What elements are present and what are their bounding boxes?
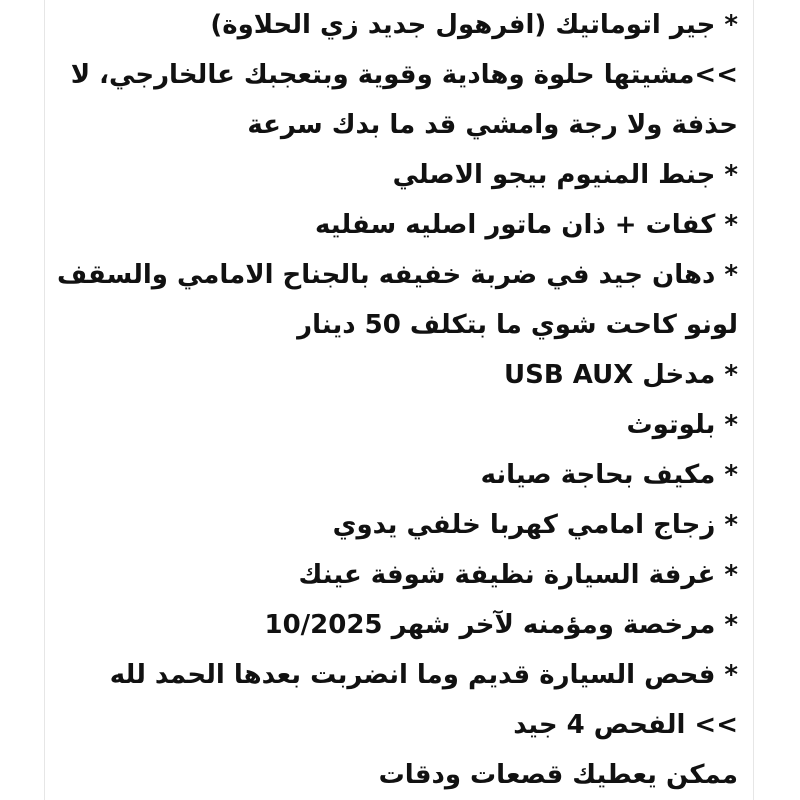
line-bluetooth: * بلوتوث (626, 410, 738, 440)
line-driving-feel: >>مشيتها حلوة وهادية وقوية وبتعجبك عالخارجي، لا (70, 60, 738, 90)
line-rims: * جنط المنيوم بيجو الاصلي (392, 160, 738, 190)
line-paint: * دهان جيد في ضربة خفيفه بالجناح الامامي والسقف (56, 260, 738, 290)
line-paint-cont: لونو كاحت شوي ما بتكلف 50 دينار (297, 310, 738, 340)
line-dents: ممكن يعطيك قصعات ودقات (378, 760, 738, 790)
line-windows: * زجاج امامي كهربا خلفي يدوي (332, 510, 738, 540)
line-driving-feel-cont: حذفة ولا رجة وامشي قد ما بدك سرعة (247, 110, 738, 140)
car-description (56, 0, 738, 800)
line-ac: * مكيف بحاجة صيانه (480, 460, 738, 490)
line-inspection: * فحص السيارة قديم وما انضربت بعدها الحمد لله (109, 660, 738, 690)
line-interior: * غرفة السيارة نظيفة شوفة عينك (298, 560, 738, 590)
line-inspection-result: >> الفحص 4 جيد (513, 710, 738, 740)
line-license: * مرخصة ومؤمنه لآخر شهر 10/2025 (264, 610, 738, 640)
line-usb-aux: * مدخل USB AUX (504, 360, 738, 390)
line-gearbox: * جير اتوماتيك (افرهول جديد زي الحلاوة) (210, 10, 738, 40)
line-engine: * كفات + ذان ماتور اصليه سفليه (314, 210, 738, 240)
